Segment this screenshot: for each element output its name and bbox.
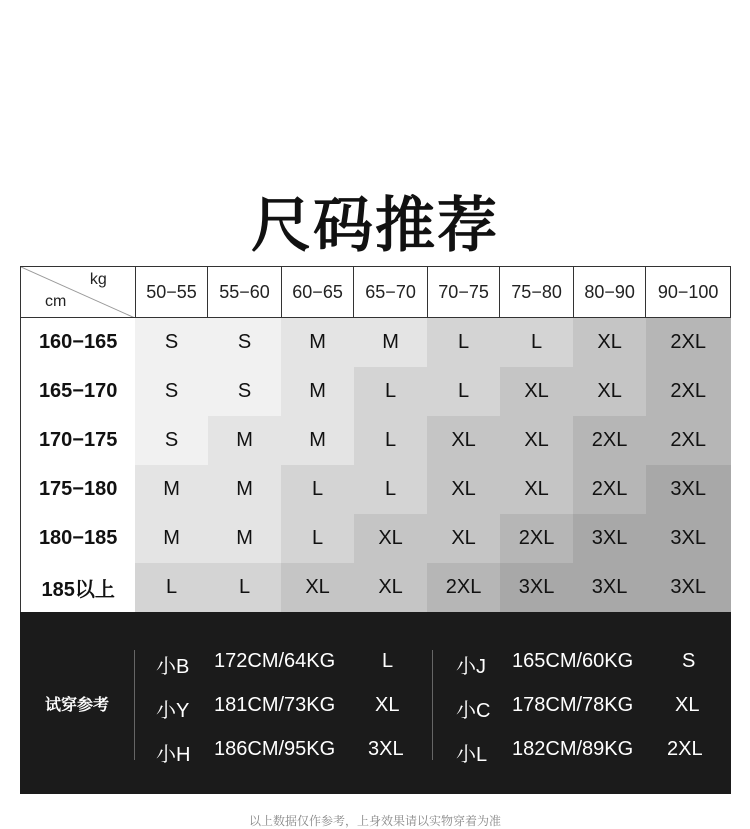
size-cell: 2XL [427,563,500,612]
size-cell: L [427,318,500,367]
size-row [21,367,731,416]
size-cell: M [281,416,354,465]
size-cell: XL [427,514,500,563]
size-cell: 3XL [646,514,731,563]
size-cell: XL [427,416,500,465]
size-cell: 3XL [573,563,646,612]
size-cell: 2XL [646,367,731,416]
size-cell: XL [354,563,428,612]
size-cell: 3XL [573,514,646,563]
divider-left [134,650,135,760]
size-cell: M [135,514,208,563]
size-cell: L [500,318,574,367]
size-cell: XL [500,416,574,465]
size-cell: XL [427,465,500,514]
size-cell: XL [573,318,646,367]
weight-col-header: 60−65 [281,267,354,318]
weight-header-row [21,267,731,318]
size-cell: M [281,318,354,367]
height-row-label: 185以上 [21,563,136,612]
height-row-label: 165−170 [21,367,136,416]
tryon-size: XL [375,694,400,716]
size-cell: L [427,367,500,416]
tryon-name: 小J [456,656,486,678]
tryon-measure: 182CM/89KG [512,738,634,760]
size-cell: XL [281,563,354,612]
height-row-label: 175−180 [21,465,136,514]
size-chart-table [20,266,731,612]
size-cell: S [135,416,208,465]
tryon-size: 3XL [368,738,404,760]
size-cell: L [281,514,354,563]
tryon-label: 试穿参考 [44,694,109,714]
tryon-measure: 172CM/64KG [214,650,336,672]
size-cell: XL [500,367,574,416]
weight-col-header: 90−100 [646,267,731,318]
tryon-measure: 181CM/73KG [214,694,336,716]
size-cell: XL [354,514,428,563]
size-cell: M [208,514,282,563]
tryon-size: 2XL [667,738,703,760]
size-cell: L [208,563,282,612]
corner-diagonal [21,267,135,318]
size-cell: M [354,318,428,367]
tryon-measure: 178CM/78KG [512,694,634,716]
height-row-label: 160−165 [21,318,136,367]
weight-col-header: 50−55 [135,267,208,318]
size-cell: 3XL [646,465,731,514]
page-title: 尺码推荐 [251,191,499,261]
size-cell: M [281,367,354,416]
tryon-reference-panel [20,612,731,794]
size-cell: 2XL [646,318,731,367]
size-cell: 2XL [573,416,646,465]
size-cell: L [354,367,428,416]
size-cell: S [135,318,208,367]
size-row [21,416,731,465]
size-cell: M [208,416,282,465]
tryon-size: L [382,650,394,672]
size-cell: L [354,416,428,465]
tryon-name: 小L [456,744,488,766]
size-row [21,514,731,563]
size-cell: L [281,465,354,514]
height-row-label: 170−175 [21,416,136,465]
size-cell: M [135,465,208,514]
size-row [21,563,731,612]
size-cell: S [208,318,282,367]
tryon-measure: 186CM/95KG [214,738,336,760]
size-chart-body [21,318,731,612]
corner-cell [21,267,136,318]
size-cell: XL [573,367,646,416]
size-cell: 2XL [500,514,574,563]
size-cell: L [135,563,208,612]
size-cell: S [208,367,282,416]
size-cell: XL [500,465,574,514]
tryon-size: S [682,650,696,672]
weight-col-header: 75−80 [500,267,574,318]
weight-col-header: 65−70 [354,267,428,318]
size-cell: 2XL [573,465,646,514]
divider-middle [432,650,433,760]
size-cell: S [135,367,208,416]
height-row-label: 180−185 [21,514,136,563]
size-cell: M [208,465,282,514]
size-row [21,465,731,514]
tryon-name: 小H [156,744,191,766]
weight-col-header: 80−90 [573,267,646,318]
size-cell: 2XL [646,416,731,465]
size-cell: L [354,465,428,514]
weight-col-header: 55−60 [208,267,282,318]
tryon-measure: 165CM/60KG [512,650,634,672]
size-cell: 3XL [646,563,731,612]
footnote: 以上数据仅作参考，上身效果请以实物穿着为准 [248,814,501,828]
tryon-name: 小B [156,656,190,678]
weight-col-header: 70−75 [427,267,500,318]
size-row [21,318,731,367]
tryon-size: XL [675,694,700,716]
tryon-name: 小C [456,700,491,722]
height-unit-label: cm [45,293,67,310]
size-cell: 3XL [500,563,574,612]
tryon-name: 小Y [156,700,190,722]
weight-unit-label: kg [89,271,107,288]
